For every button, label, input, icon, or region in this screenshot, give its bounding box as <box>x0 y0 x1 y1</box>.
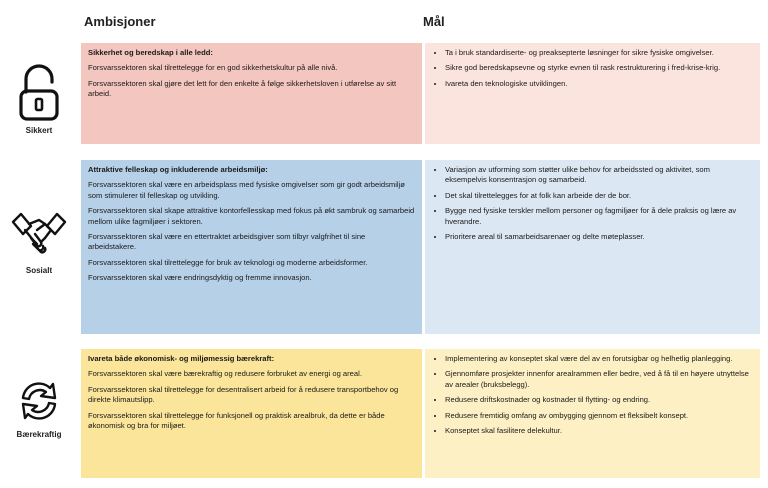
category-label: Sosialt <box>25 266 53 275</box>
goals-list <box>431 354 753 436</box>
ambition-panel-social <box>81 160 422 334</box>
ambition-paragraph: Forsvarssektoren skal tilrettelegge for desentralisert arbeid for å redusere transportbehov og direkte klimautslipp. <box>88 384 399 405</box>
goal-item: • Prioritere areal til samarbeidsarenaer og delte møteplasser. <box>445 232 753 242</box>
ambition-paragraph: Forsvarssektoren skal skape attraktive kontorfellesskap med fokus på økt sambruk og samarbeid mellom ulike fagmiljøer i sektoren. <box>88 206 415 226</box>
goal-item: • Variasjon av utforming som støtter ulike behov for arbeidssted og aktivitet, som eksempelvis konsentrasjon og samarbeid. <box>445 165 753 186</box>
goals-panel-social <box>425 160 760 334</box>
recycle-arrows-icon <box>15 376 63 426</box>
ambition-paragraph: Forsvarssektoren skal tilrettelegge for funksjonell og praktisk arealbruk, da dette er både økonomisk og bra for miljøet. <box>88 410 385 431</box>
goals-list <box>431 48 753 89</box>
ambition-panel-secure <box>81 43 422 144</box>
category-social <box>0 208 78 275</box>
ambition-paragraph: Forsvarssektoren skal være bærekraftig og redusere forbruket av energi og areal. <box>88 369 362 379</box>
goals-panel-secure <box>425 43 760 144</box>
ambition-paragraph: Forsvarssektoren skal være en arbeidsplass med fysiske omgivelser som gir godt arbeidsmiljø som stimulerer til felleskap og utvikling. <box>88 180 405 200</box>
goal-item: • Redusere driftskostnader og kostnader til flytting- og endring. <box>445 395 753 405</box>
goal-item: • Bygge ned fysiske terskler mellom personer og fagmiljøer for å dele praksis og lære av hverandre. <box>445 206 753 227</box>
goal-item: • Konseptet skal fasilitere delekultur. <box>445 426 753 436</box>
ambition-title: Sikkerhet og beredskap i alle ledd: <box>88 48 213 57</box>
ambition-panel-sustainable <box>81 349 422 478</box>
goal-item: • Ivareta den teknologiske utviklingen. <box>445 79 753 89</box>
ambition-paragraph: Forsvarssektoren skal være en ettertraktet arbeidsgiver som tilbyr valgfrihet til sine arbeidstakere. <box>88 232 366 252</box>
goal-item: • Ta i bruk standardiserte- og preaksepterte løsninger for sikre fysiske omgivelser. <box>445 48 753 58</box>
ambitions-header: Ambisjoner <box>84 14 156 29</box>
padlock-icon <box>18 64 60 122</box>
goal-item: • Gjennomføre prosjekter innenfor arealrammen eller bedre, ved å få til en høyere utnyttelse av arealer (bruksbelegg). <box>445 369 753 390</box>
ambition-title: Ivareta både økonomisk- og miljømessig bærekraft: <box>88 354 275 363</box>
category-label: Sikkert <box>25 126 53 135</box>
goal-item: • Implementering av konseptet skal være del av en forutsigbar og helhetlig planlegging. <box>445 354 753 364</box>
goals-list <box>431 165 753 242</box>
goals-panel-sustainable <box>425 349 760 478</box>
handshake-icon <box>11 208 67 262</box>
goal-item: • Det skal tilrettelegges for at folk kan arbeide der de bor. <box>445 191 753 201</box>
ambition-title: Attraktive felleskap og inkluderende arbeidsmiljø: <box>88 165 268 174</box>
category-label: Bærekraftig <box>16 430 62 439</box>
ambition-paragraph: Forsvarssektoren skal gjøre det lett for den enkelte å følge sikkerhetsloven i utførelse av sitt arbeid. <box>88 78 397 99</box>
goal-item: • Sikre god beredskapsevne og styrke evnen til rask restrukturering i fred-krise-krig. <box>445 63 753 73</box>
ambition-paragraph: Forsvarssektoren skal tilrettelegge for bruk av teknologi og moderne arbeidsformer. <box>88 257 368 267</box>
ambition-paragraph: Forsvarssektoren skal tilrettelegge for en god sikkerhetskultur på alle nivå. <box>88 63 338 73</box>
category-secure <box>0 64 78 135</box>
goal-item: • Redusere fremtidig omfang av ombygging gjennom et fleksibelt konsept. <box>445 411 753 421</box>
category-sustainable <box>0 376 78 439</box>
ambition-paragraph: Forsvarssektoren skal være endringsdyktig og fremme innovasjon. <box>88 273 312 283</box>
goals-header: Mål <box>423 14 445 29</box>
